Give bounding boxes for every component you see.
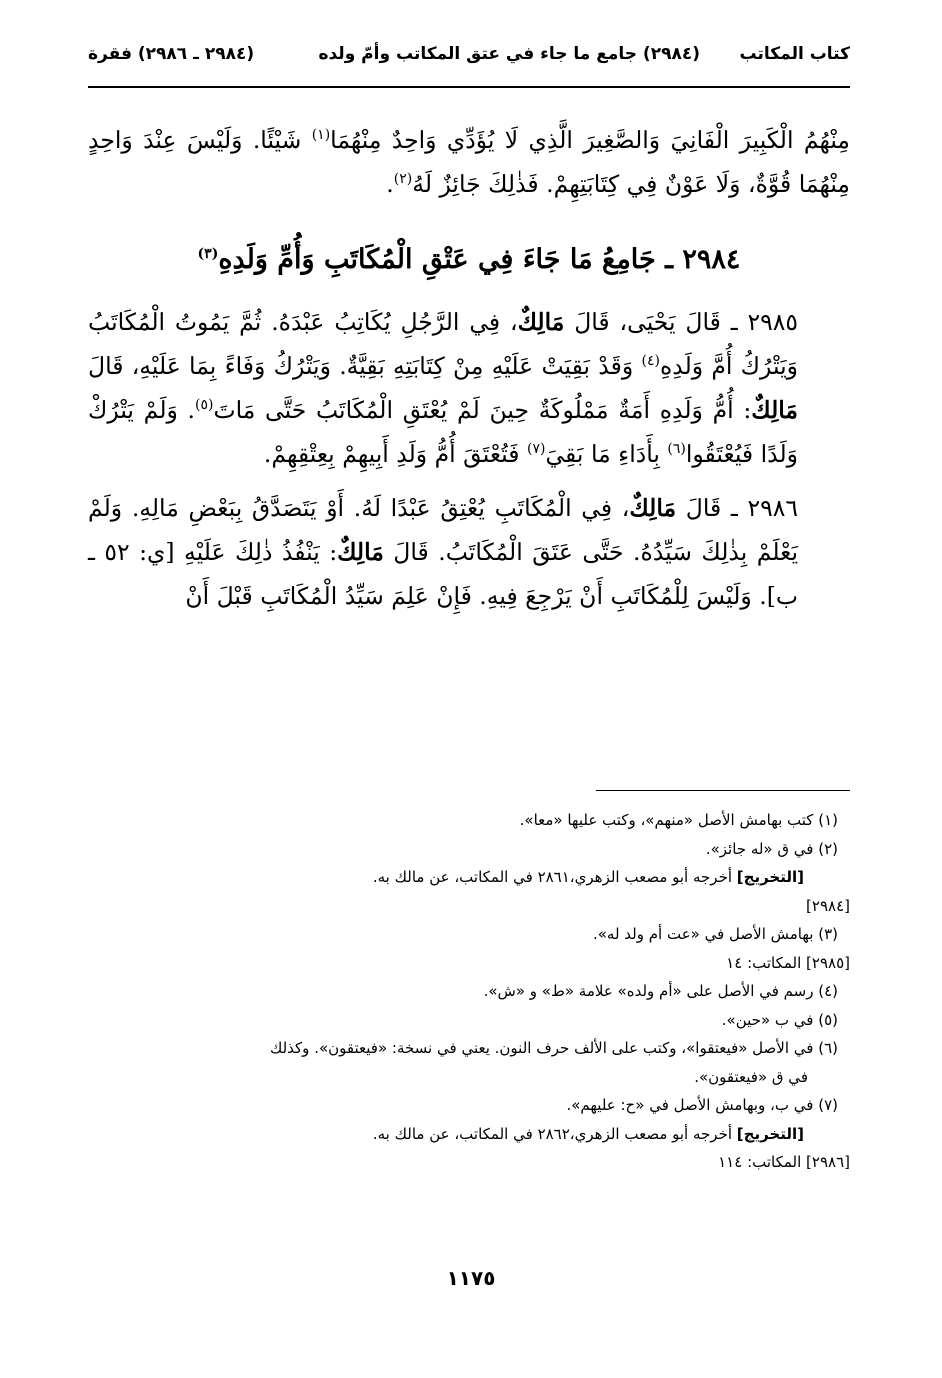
paragraph-2985 bbox=[88, 300, 850, 476]
text-run: ، فِي الرَّجُلِ يُكَاتِبُ عَبْدَهُ. ثُمَّ يَمُوتُ الْمُكَاتَبُ وَيَتْرُكُ أُمَّ وَلَدِهِ bbox=[88, 308, 798, 380]
malik-name: مَالِكٌ bbox=[751, 396, 798, 424]
takhrij-note bbox=[88, 863, 850, 892]
running-header bbox=[88, 36, 850, 88]
footnote-7: (٧) في ب، وبهامش الأصل في «ح: عليهم». bbox=[566, 1096, 838, 1114]
hadith-reference: [٢٩٨٦] المكاتب: ١١٤ bbox=[718, 1153, 850, 1171]
footnote-6-continued: في ق «فيعتقون». bbox=[694, 1067, 808, 1086]
section-title-text: ٢٩٨٤ ـ جَامِعُ مَا جَاءَ فِي عَتْقِ الْمُكَاتَبِ وَأُمِّ وَلَدِهِ bbox=[218, 244, 741, 275]
paragraph-number: ٢٩٨٥ ـ bbox=[720, 308, 798, 336]
hadith-reference: [٢٩٨٤] bbox=[806, 896, 850, 915]
malik-name: مَالِكٌ bbox=[629, 494, 677, 522]
takhrij-text: أخرجه أبو مصعب الزهري،٢٨٦٢ في المكاتب، عن مالك به. bbox=[372, 1124, 737, 1143]
manuscript-marker: [ي: ٥٢ ـ ب] bbox=[88, 538, 798, 610]
text-run: . وَلَيْسَ لِلْمُكَاتَبِ أَنْ يَرْجِعَ فِيهِ. فَإِنْ عَلِمَ سَيِّدُ الْمُكَاتَبِ قَبْلَ أَنْ bbox=[185, 582, 767, 610]
header-paragraph-range: (٢٩٨٤ ـ ٢٩٨٦) فقرة bbox=[88, 44, 255, 64]
text-run: قَالَ يَحْيَى، قَالَ bbox=[564, 308, 721, 336]
footnote-2: (٢) في ق «له جائز». bbox=[705, 839, 838, 858]
takhrij-label: [التخريج] bbox=[736, 868, 804, 886]
footnote-6: (٦) في الأصل «فيعتقوا»، وكتب على الألف حرف النون. يعني في نسخة: «فيعتقون». وكذلك bbox=[269, 1039, 838, 1057]
footnote-ref: (٧) bbox=[526, 441, 546, 458]
text-run: . وَلَمْ يَتْرُكْ وَلَدًا فَيُعْتَقُوا bbox=[88, 396, 798, 468]
footnote-ref: (٥) bbox=[195, 397, 214, 414]
page-number: ١١٧٥ bbox=[446, 1266, 496, 1290]
takhrij-text: أخرجه أبو مصعب الزهري،٢٨٦١ في المكاتب، عن مالك به. bbox=[372, 868, 737, 886]
paragraph-continuation bbox=[88, 118, 850, 206]
paragraph-2986 bbox=[88, 486, 850, 618]
text-run: ، فِي الْمُكَاتَبِ يُعْتِقُ عَبْدًا لَهُ. أَوْ يَتَصَدَّقُ بِبَعْضِ مَالِهِ. وَلَمْ يَعْلَمْ بِذٰلِكَ سَيِّدُهُ. حَتَّى عَتَقَ الْمُكَاتَبُ. قَالَ bbox=[88, 494, 799, 566]
text-run: . bbox=[386, 170, 394, 198]
text-run: مِنْهُمُ الْكَبِيرَ الْفَانِيَ وَالصَّغِيرَ الَّذِي لَا يُؤَدِّي وَاحِدٌ مِنْهُمَا bbox=[330, 126, 850, 154]
footnote-ref: (٦) bbox=[667, 441, 686, 458]
footnote-5: (٥) في ب «حين». bbox=[721, 1010, 838, 1029]
footnote-ref: (٢) bbox=[393, 171, 413, 188]
text-run: بِأَدَاءِ مَا بَقِيَ bbox=[545, 440, 668, 468]
footnote-4: (٤) رسم في الأصل على «أم ولده» علامة «ط» و «ش». bbox=[483, 982, 838, 1000]
footnote-ref: (٤) bbox=[641, 353, 660, 370]
footnote-1: (١) كتب بهامش الأصل «منهم»، وكتب عليها «معا». bbox=[519, 811, 838, 829]
text-run: شَيْئًا. وَلَيْسَ عِنْدَ وَاحِدٍ مِنْهُمَا قُوَّةٌ، وَلَا عَوْنٌ فِي كِتَابَتِهِمْ. فَذٰلِكَ جَائِزٌ لَهُ bbox=[88, 126, 850, 198]
text-run: فَتُعْتَقَ أُمُّ وَلَدِ أَبِيهِمْ بِعِتْقِهِمْ. bbox=[263, 440, 527, 468]
footnotes bbox=[88, 806, 850, 1177]
text-run: : يَنْفُذُ ذٰلِكَ عَلَيْهِ bbox=[174, 538, 338, 566]
section-title bbox=[88, 232, 850, 288]
header-book-title: كتاب المكاتب bbox=[739, 44, 850, 64]
main-text bbox=[88, 118, 850, 618]
footnote-3: (٣) بهامش الأصل في «عت أم ولد له». bbox=[592, 925, 838, 943]
text-run: وَقَدْ بَقِيَتْ عَلَيْهِ مِنْ كِتَابَتِهِ بَقِيَّةٌ. وَيَتْرُكُ وَفَاءً بِمَا عَلَيْهِ، قَالَ bbox=[88, 352, 642, 380]
takhrij-note bbox=[88, 1120, 850, 1149]
footnote-ref: (٣) bbox=[197, 246, 219, 262]
header-chapter-title: (٢٩٨٤) جامع ما جاء في عتق المكاتب وأمّ ولده bbox=[318, 44, 700, 64]
malik-name: مَالِكٌ bbox=[337, 538, 384, 566]
text-run: : أُمُّ وَلَدِهِ أَمَةٌ مَمْلُوكَةٌ حِينَ لَمْ يُعْتَقِ الْمُكَاتَبُ حَتَّى مَاتَ bbox=[213, 396, 752, 424]
footnote-ref: (١) bbox=[311, 127, 331, 144]
malik-name: مَالِكٌ bbox=[517, 308, 565, 336]
hadith-reference: [٢٩٨٥] المكاتب: ١٤ bbox=[726, 953, 850, 972]
takhrij-label: [التخريج] bbox=[736, 1124, 804, 1143]
footnote-separator bbox=[596, 790, 850, 791]
text-run: قَالَ bbox=[676, 494, 722, 522]
paragraph-number: ٢٩٨٦ ـ bbox=[721, 494, 798, 522]
